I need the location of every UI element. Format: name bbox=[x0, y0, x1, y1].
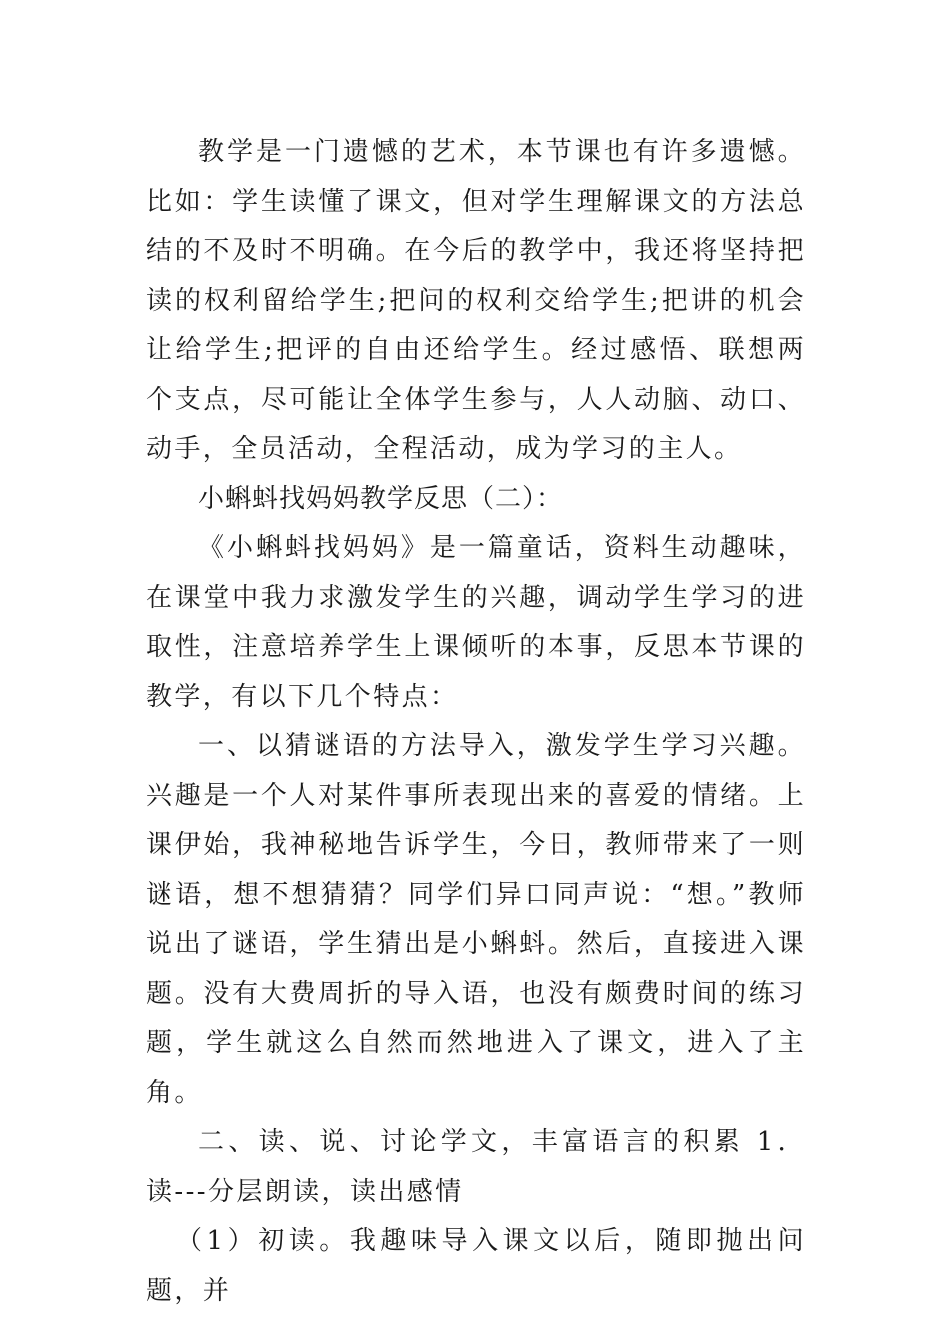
paragraph-point-two: 二、读、说、讨论学文，丰富语言的积累 1．读---分层朗读，读出感情 bbox=[146, 1127, 806, 1207]
section-heading: 小蝌蚪找妈妈教学反思（二）： bbox=[198, 483, 564, 514]
paragraph-first-reading: （1）初读。我趣味导入课文以后，随即抛出问题，并 bbox=[146, 1226, 806, 1306]
document-body bbox=[146, 128, 806, 1316]
paragraph-reflection-summary: 教学是一门遗憾的艺术，本节课也有许多遗憾。比如：学生读懂了课文，但对学生理解课文的方法总结的不及时不明确。在今后的教学中，我还将坚持把读的权利留给学生;把问的权利交给学生;把讲的机会让给学生;把评的自由还给学生。经过感悟、联想两个支点，尽可能让全体学生参与，人人动脑、动口、动手，全员活动，全程活动，成为学习的主人。 bbox=[146, 137, 806, 464]
paragraph-intro: 《小蝌蚪找妈妈》是一篇童话，资料生动趣味，在课堂中我力求激发学生的兴趣，调动学生学习的进取性，注意培养学生上课倾听的本事，反思本节课的教学，有以下几个特点： bbox=[146, 533, 806, 712]
paragraph-point-one: 一、以猜谜语的方法导入，激发学生学习兴趣。兴趣是一个人对某件事所表现出来的喜爱的情绪。上课伊始，我神秘地告诉学生，今日，教师带来了一则谜语，想不想猜猜？同学们异口同声说：“想。”教师说出了谜语，学生猜出是小蝌蚪。然后，直接进入课题。没有大费周折的导入语，也没有颇费时间的练习题，学生就这么自然而然地进入了课文，进入了主角。 bbox=[146, 731, 806, 1108]
